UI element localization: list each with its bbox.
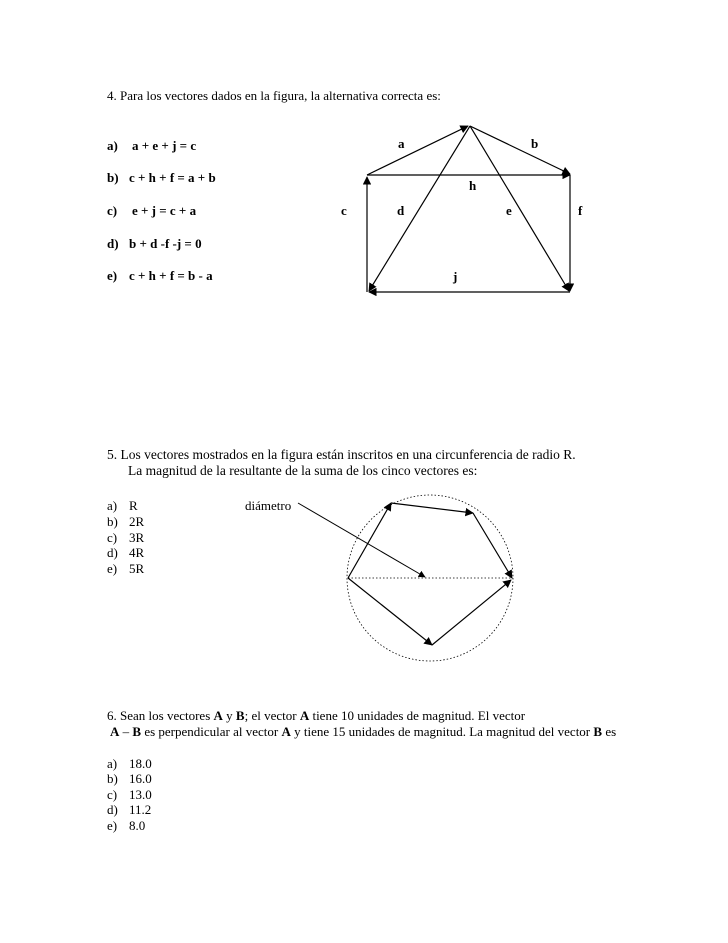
diameter-label: diámetro [245, 498, 292, 513]
q6-option-d: d) 11.2 [107, 802, 152, 817]
q4-option-b: b) c + h + f = a + b [107, 170, 216, 185]
q4-stem: 4. Para los vectores dados en la figura, la alternativa correcta es: [107, 88, 441, 103]
q5-option-b: b) 2R [107, 514, 145, 529]
vector-1 [348, 503, 391, 578]
q5-option-a: a) R [107, 498, 138, 513]
q5-option-c: c) 3R [107, 530, 145, 545]
q6-stem-line2: A – B es perpendicular al vector A y tiene 15 unidades de magnitud. La magnitud del vector B es [110, 724, 617, 739]
q6-option-e: e) 8.0 [107, 818, 146, 833]
label-h: h [469, 178, 477, 193]
label-j: j [453, 269, 458, 284]
label-f: f [578, 203, 583, 218]
q4-option-c: c) e + j = c + a [107, 203, 197, 218]
q4-option-d: d) b + d -f -j = 0 [107, 236, 202, 251]
label-c: c [341, 203, 347, 218]
q6-option-c: c) 13.0 [107, 787, 152, 802]
vector-2 [391, 503, 473, 513]
label-d: d [397, 203, 405, 218]
q4-option-a: a) a + e + j = c [107, 138, 197, 153]
label-a: a [398, 136, 405, 151]
diameter-pointer [298, 503, 425, 577]
q5-stem-line1: 5. Los vectores mostrados en la figura están inscritos en una circunferencia de radio R. [107, 447, 576, 462]
q6-stem-line1: 6. Sean los vectores A y B; el vector A tiene 10 unidades de magnitud. El vector [107, 708, 526, 723]
q5-stem-line2: La magnitud de la resultante de la suma de los cinco vectores es: [128, 463, 478, 478]
q6-option-a: a) 18.0 [107, 756, 152, 771]
vector-5 [432, 580, 511, 645]
label-b: b [531, 136, 539, 151]
q5-option-e: e) 5R [107, 561, 145, 576]
q6-option-b: b) 16.0 [107, 771, 152, 786]
label-e: e [506, 203, 512, 218]
vector-4 [348, 578, 432, 645]
q4-option-e: e) c + h + f = b - a [107, 268, 213, 283]
q5-option-d: d) 4R [107, 545, 145, 560]
